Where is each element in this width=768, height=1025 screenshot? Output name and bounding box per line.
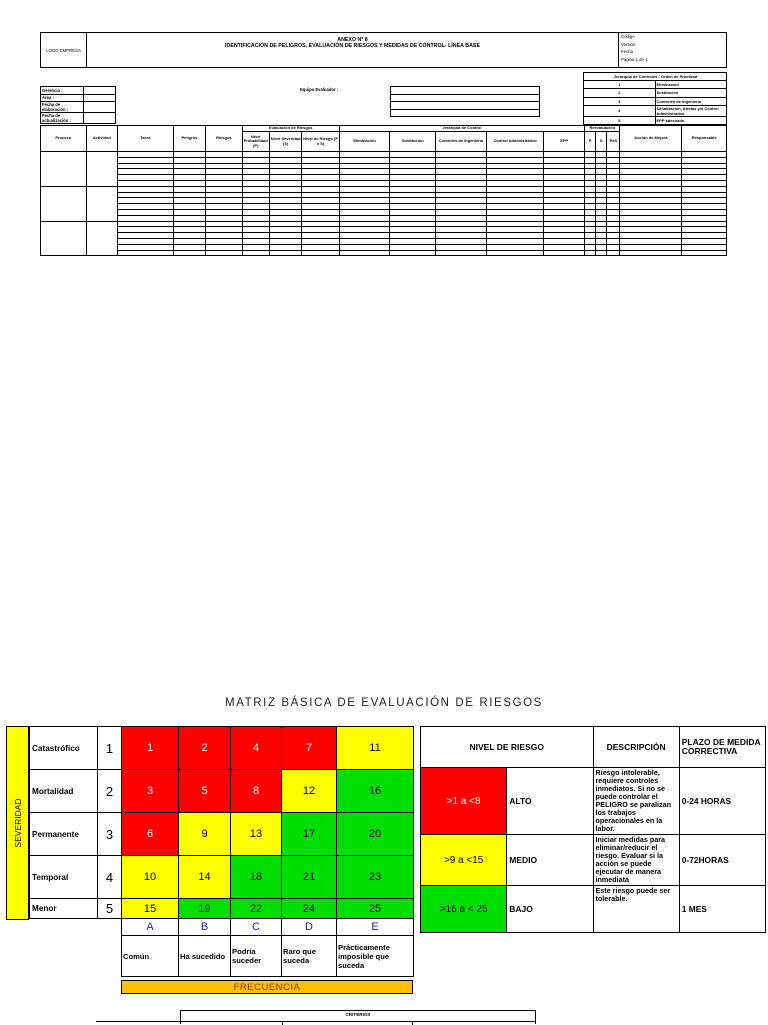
gerencia-value[interactable] xyxy=(84,87,116,95)
grid-cell[interactable] xyxy=(242,250,269,256)
matrix-cell: 20 xyxy=(337,813,414,856)
frequency-description: Prácticamente imposible que suceda xyxy=(337,936,414,977)
col-administrativo: Control Administrativo xyxy=(486,132,544,152)
legend-row xyxy=(421,768,766,835)
matrix-cell: 1 xyxy=(122,727,179,770)
severity-level-label: Mortalidad xyxy=(30,770,98,813)
grid-cell[interactable] xyxy=(390,250,436,256)
matrix-cell: 21 xyxy=(282,856,337,899)
risk-deadline: 1 MES xyxy=(679,886,765,933)
col-proceso: Proceso xyxy=(41,126,87,152)
matrix-cell: 2 xyxy=(179,727,231,770)
severity-level-label: Permanente xyxy=(30,813,98,856)
severity-level-label: Menor xyxy=(30,899,98,919)
col-s: S xyxy=(596,132,607,152)
frequency-letter: A xyxy=(122,919,179,936)
logo-label: LOGO EMPRESA xyxy=(46,47,81,53)
matrix-row xyxy=(30,899,414,919)
grid-cell-proceso[interactable] xyxy=(41,221,87,256)
grid-cell[interactable] xyxy=(339,250,390,256)
severity-level-label: Catastrófico xyxy=(30,727,98,770)
grid-cell[interactable] xyxy=(436,250,487,256)
elaboration-date-label: Fecha de elaboración : xyxy=(41,102,84,113)
grid-cell-actividad[interactable] xyxy=(86,152,117,187)
frequency-description: Podría suceder xyxy=(231,936,282,977)
col-responsable: Responsable xyxy=(682,126,727,152)
control-page: Página 1 de 1 xyxy=(621,56,648,62)
grid-cell[interactable] xyxy=(117,250,173,256)
col-p: P xyxy=(585,132,596,152)
col-pxs: PxS xyxy=(607,132,620,152)
grid-cell-actividad[interactable] xyxy=(86,186,117,221)
group-evaluation: Evaluación de Riesgos xyxy=(242,126,339,132)
hierarchy-num: 5 xyxy=(584,116,656,124)
grid-cell[interactable] xyxy=(544,250,585,256)
frequency-letter: D xyxy=(282,919,337,936)
severity-level-label: Temporal xyxy=(30,856,98,899)
frequency-description: Común xyxy=(122,936,179,977)
grid-cell[interactable] xyxy=(682,250,727,256)
update-date-value[interactable] xyxy=(84,113,116,124)
matrix-cell: 25 xyxy=(337,899,414,919)
grid-cell[interactable] xyxy=(607,250,620,256)
hierarchy-num: 1 xyxy=(584,81,656,89)
hierarchy-item: EPP adecuado xyxy=(655,116,727,124)
matrix-title: MATRIZ BÁSICA DE EVALUACIÓN DE RIESGOS xyxy=(225,697,543,709)
legend-row xyxy=(421,835,766,886)
document-control xyxy=(619,33,727,68)
hierarchy-num: 3 xyxy=(584,97,656,105)
risk-identification-grid xyxy=(40,125,727,256)
hierarchy-item: Eliminación xyxy=(655,81,727,89)
matrix-cell: 9 xyxy=(179,813,231,856)
severity-level-number: 2 xyxy=(98,770,122,813)
matrix-cell: 22 xyxy=(231,899,282,919)
team-field[interactable] xyxy=(391,94,540,102)
grid-cell[interactable] xyxy=(173,250,205,256)
grid-body xyxy=(41,152,727,256)
col-probabilidad: Nivel Probabilidad (P) xyxy=(242,132,269,152)
col-sustitucion: Sustitución xyxy=(390,132,436,152)
risk-description: Iniciar medidas para eliminar/reducir el riesgo. Evaluar si la acción se puede ejecutar de manera inmediata xyxy=(593,835,679,886)
grid-cell[interactable] xyxy=(486,250,544,256)
team-field[interactable] xyxy=(391,102,540,110)
severity-level-number: 4 xyxy=(98,856,122,899)
legend-head-deadline: PLAZO DE MEDIDA CORRECTIVA xyxy=(679,727,765,768)
risk-deadline: 0-72HORAS xyxy=(679,835,765,886)
criteria-divider xyxy=(96,1021,536,1022)
risk-description: Este riesgo puede ser tolerable. xyxy=(593,886,679,933)
matrix-cell: 24 xyxy=(282,899,337,919)
matrix-cell: 10 xyxy=(122,856,179,899)
severity-axis xyxy=(6,726,29,920)
col-mejora: Acción de Mejora xyxy=(620,126,682,152)
grid-cell[interactable] xyxy=(206,250,242,256)
matrix-cell: 19 xyxy=(179,899,231,919)
team-fields xyxy=(390,86,540,117)
frequency-letter: C xyxy=(231,919,282,936)
col-tarea: Tarea xyxy=(117,126,173,152)
matrix-blank xyxy=(30,919,122,977)
matrix-cell: 17 xyxy=(282,813,337,856)
grid-cell[interactable] xyxy=(302,250,339,256)
risk-range: >16 a < 25 xyxy=(421,886,507,933)
grid-cell-actividad[interactable] xyxy=(86,221,117,256)
col-actividad: Actividad xyxy=(86,126,117,152)
annex-number: ANEXO Nº 8 xyxy=(337,37,368,43)
group-hierarchy: Jerarquía de Control xyxy=(339,126,584,132)
severity-label: SEVERIDAD xyxy=(12,798,23,848)
matrix-cell: 11 xyxy=(337,727,414,770)
group-reevaluation: Reevaluación xyxy=(585,126,620,132)
gerencia-label: Gerencia : xyxy=(41,87,84,95)
matrix-cell: 18 xyxy=(231,856,282,899)
legend-row xyxy=(421,886,766,933)
hierarchy-title: Jerarquía de Controles - Orden de Prioridad xyxy=(584,73,727,81)
matrix-row xyxy=(30,770,414,813)
grid-row xyxy=(41,250,727,256)
risk-level-legend xyxy=(420,726,766,933)
control-code: Código xyxy=(621,34,635,39)
severity-level-number: 3 xyxy=(98,813,122,856)
risk-range: >1 a <8 xyxy=(421,768,507,835)
risk-tag: ALTO xyxy=(507,768,593,835)
document-title: IDENTIFICACIÓN DE PELIGROS, EVALUACIÓN DE RIESGOS Y MEDIDAS DE CONTROL- LÍNEA BASE xyxy=(225,43,480,49)
col-eliminacion: Eliminación xyxy=(339,132,390,152)
frequency-description: Raro que suceda xyxy=(282,936,337,977)
grid-cell-proceso[interactable] xyxy=(41,186,87,221)
matrix-cell: 23 xyxy=(337,856,414,899)
legend-head-description: DESCRIPCIÓN xyxy=(593,727,679,768)
legend-head-level: NIVEL DE RIESGO xyxy=(421,727,594,768)
update-date-label: Fecha de actualización : xyxy=(41,113,84,124)
col-nivel-riesgo: Nivel de Riesgo (P x S) xyxy=(302,132,339,152)
matrix-cell: 14 xyxy=(179,856,231,899)
risk-description: Riesgo intolerable, requiere controles inmediatos. Si no se puede controlar el PELIGRO se paralizan los trabajos operacionales en la labor. xyxy=(593,768,679,835)
control-version: Versión xyxy=(621,41,636,47)
col-ingenieria: Controles de Ingeniería xyxy=(436,132,487,152)
criteria-title: CRITERIOS xyxy=(345,1012,371,1017)
col-riesgos: Riesgos xyxy=(206,126,242,152)
matrix-row xyxy=(30,813,414,856)
hierarchy-item: Sustitución xyxy=(655,89,727,97)
matrix-cell: 15 xyxy=(122,899,179,919)
matrix-cell: 6 xyxy=(122,813,179,856)
risk-tag: MEDIO xyxy=(507,835,593,886)
matrix-cell: 12 xyxy=(282,770,337,813)
col-peligros: Peligros xyxy=(173,126,205,152)
matrix-cell: 5 xyxy=(179,770,231,813)
hierarchy-num: 4 xyxy=(584,105,656,116)
grid-cell[interactable] xyxy=(620,250,682,256)
risk-deadline: 0-24 HORAS xyxy=(679,768,765,835)
team-field[interactable] xyxy=(391,109,540,117)
frequency-axis: FRECUENCIA xyxy=(121,980,413,994)
team-field[interactable] xyxy=(391,87,540,95)
risk-matrix xyxy=(29,726,414,977)
area-label: Área : xyxy=(41,94,84,102)
elaboration-date-value[interactable] xyxy=(84,102,116,113)
header-title-cell xyxy=(87,33,619,68)
severity-level-number: 1 xyxy=(98,727,122,770)
risk-range: >9 a <15 xyxy=(421,835,507,886)
col-severidad: Nivel Severidad (S) xyxy=(269,132,301,152)
grid-cell[interactable] xyxy=(585,250,596,256)
logo-placeholder xyxy=(41,33,87,68)
matrix-cell: 13 xyxy=(231,813,282,856)
matrix-cell: 3 xyxy=(122,770,179,813)
frequency-letters-row xyxy=(30,919,414,936)
frequency-description: Ha sucedido xyxy=(179,936,231,977)
matrix-row xyxy=(30,856,414,899)
matrix-cell: 4 xyxy=(231,727,282,770)
matrix-row xyxy=(30,727,414,770)
risk-tag: BAJO xyxy=(507,886,593,933)
col-epp: EPP xyxy=(544,132,585,152)
hierarchy-item: Controles de Ingeniería xyxy=(655,97,727,105)
control-date: Fecha xyxy=(621,49,633,54)
matrix-cell: 16 xyxy=(337,770,414,813)
area-value[interactable] xyxy=(84,94,116,102)
grid-cell-proceso[interactable] xyxy=(41,152,87,187)
hierarchy-num: 2 xyxy=(584,89,656,97)
grid-cell[interactable] xyxy=(269,250,301,256)
severity-level-number: 5 xyxy=(98,899,122,919)
frequency-letter: E xyxy=(337,919,414,936)
hierarchy-item: Señalización, Alertas y/o Control Administrativo xyxy=(655,105,727,116)
control-hierarchy-table xyxy=(583,72,727,125)
document-header xyxy=(40,32,727,68)
info-fields xyxy=(40,86,116,124)
matrix-cell: 7 xyxy=(282,727,337,770)
frequency-letter: B xyxy=(179,919,231,936)
matrix-cell: 8 xyxy=(231,770,282,813)
grid-cell[interactable] xyxy=(596,250,607,256)
team-label: Equipo Evaluador : xyxy=(300,87,339,92)
